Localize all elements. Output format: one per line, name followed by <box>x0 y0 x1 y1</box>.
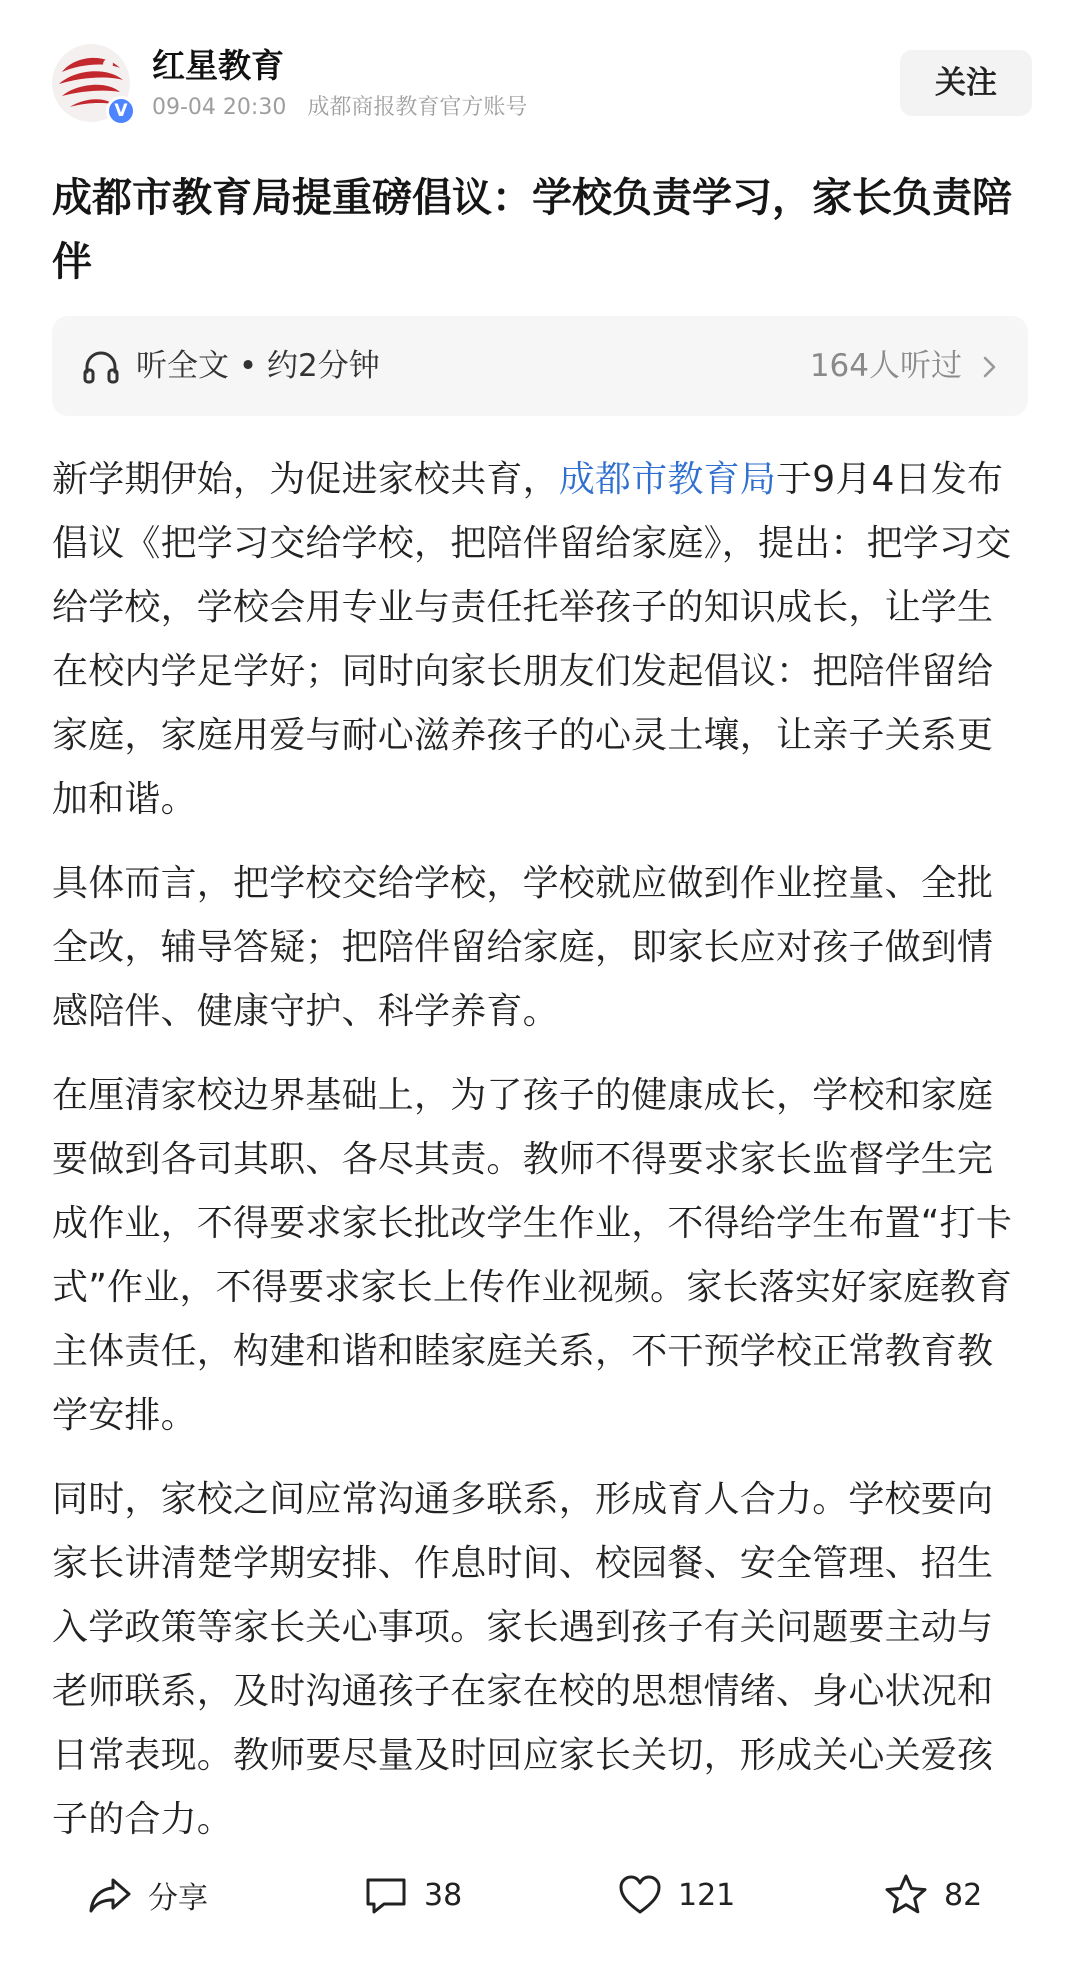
paragraph-1-start: 新学期伊始，为促进家校共育， <box>52 459 559 500</box>
article-body <box>52 448 1028 1872</box>
comment-button[interactable] <box>362 1860 462 1930</box>
star-icon <box>882 1871 930 1919</box>
paragraph-1-rest: 于9月4日发布倡议《把学习交给学校，把陪伴留给家庭》，提出：把学习交给学校，学校会用专业与责任托举孩子的知识成长，让学生在校内学足学好；同时向家长朋友们发起倡议：把陪伴留给家庭，家庭用爱与耐心滋养孩子的心灵土壤，让亲子关系更加和谐。 <box>52 459 1012 820</box>
verified-badge: V <box>106 96 136 126</box>
listen-label: 听全文 • 约2分钟 <box>136 348 380 384</box>
favorite-button[interactable] <box>882 1860 982 1930</box>
follow-button[interactable]: 关注 <box>900 50 1032 116</box>
like-button[interactable] <box>616 1860 735 1930</box>
comment-bubble-icon <box>362 1871 410 1919</box>
account-name[interactable]: 红星教育 <box>152 46 284 85</box>
chevron-right-icon <box>980 354 998 380</box>
comment-count: 38 <box>424 1877 463 1913</box>
like-count: 121 <box>678 1877 736 1913</box>
article-title: 成都市教育局提重磅倡议：学校负责学习，家长负责陪伴 <box>52 175 1012 285</box>
account-description: 成都商报教育官方账号 <box>307 95 528 120</box>
paragraph-3: 在厘清家校边界基础上，为了孩子的健康成长，学校和家庭要做到各司其职、各尽其责。教师不得要求家长监督学生完成作业，不得要求家长批改学生作业，不得给学生布置“打卡式”作业，不得要求家长上传作业视频。家长落实好家庭教育主体责任，构建和谐和睦家庭关系，不干预学校正常教育教学安排。 <box>52 1075 1013 1436</box>
bureau-link[interactable]: 成都市教育局 <box>558 459 777 500</box>
post-time: 09-04 20:30 <box>152 95 287 120</box>
share-button[interactable] <box>86 1860 208 1930</box>
share-label: 分享 <box>148 1881 208 1916</box>
listen-full-text-bar[interactable] <box>52 316 1028 416</box>
article-header <box>52 44 1032 134</box>
action-bar <box>0 1860 1080 1930</box>
favorite-count: 82 <box>944 1877 983 1913</box>
share-arrow-icon <box>86 1871 134 1919</box>
post-meta <box>152 92 527 124</box>
listen-count: 164人听过 <box>809 348 962 384</box>
paragraph-1 <box>52 448 1028 832</box>
paragraph-2: 具体而言，把学校交给学校，学校就应做到作业控量、全批全改，辅导答疑；把陪伴留给家庭，即家长应对孩子做到情感陪伴、健康守护、科学养育。 <box>52 863 994 1032</box>
headphone-icon <box>82 348 120 386</box>
heart-icon <box>616 1871 664 1919</box>
paragraph-4: 同时，家校之间应常沟通多联系，形成育人合力。学校要向家长讲清楚学期安排、作息时间、校园餐、安全管理、招生入学政策等家长关心事项。家长遇到孩子有关问题要主动与老师联系，及时沟通孩子在家在校的思想情绪、身心状况和日常表现。教师要尽量及时回应家长关切，形成关心关爱孩子的合力。 <box>52 1479 994 1840</box>
